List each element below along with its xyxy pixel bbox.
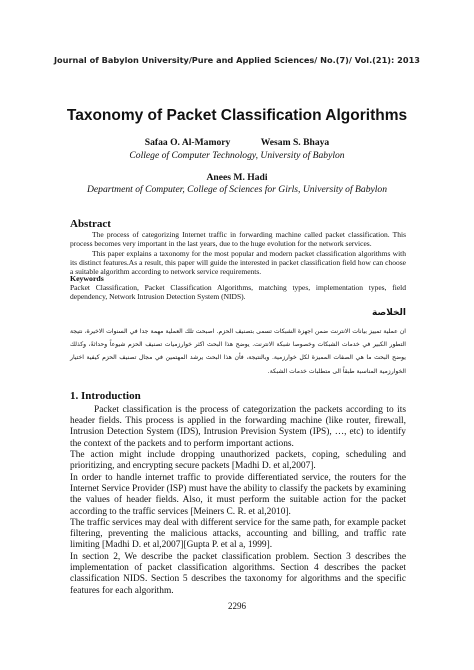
intro-paragraph-2: The action might include dropping unauthorized packets, coping, scheduling and prioritizing, and encrypting secure packets [Madhi D. et al,2007]. — [70, 450, 406, 472]
keywords-text: Packet Classification, Packet Classification Algorithms, matching types, implementation types, field dependency, Network Intrusion Detection System (NIDS). — [70, 283, 406, 302]
author-2: Wesam S. Bhaya — [260, 137, 330, 148]
intro-paragraph-3: In order to handle internet traffic to provide differentiated service, the routers for the Internet Service Provider (ISP) must have the ability to classify the packets by examining the values of header fields. Also, it must perform the suitable action for the packet according to the traffic services [Meiners C. R. et al,2010]. — [70, 473, 406, 517]
arabic-abstract-text: ان عملية تمييز بيانات الانترنت ضمن اجهزة الشبكات تسمى بتصنيف الحزم. اصبحت تلك العملية مهمة جدا في السنوات الاخيرة، نتيجة التطور الكبير في خدمات الشبكات وخصوصا شبكة الانترنت. يوضح هذا البحث اكثر خوارزميات تصنيف الحزم شيوعاً وحداثةً، وكذلك يوضح البحث ما هي الصفات المميزة لكل خوارزمية. وبالنتيجة، فأن هذا البحث يرشد المهتمين في مجال تصنيف الحزم كيفية اختيار الخوارزمية المناسبة طبقاً الى متطلبات خدمات الشبكة. — [70, 328, 406, 375]
intro-paragraph-1: Packet classification is the process of categorization the packets according to its header fields. This process is applied in the forwarding machine (like router, firewall, Intrusion Detection System (IDS), Intrusion Prevision System (IPS), …, etc) to identify the context of the packets and to perform important actions. — [70, 405, 406, 449]
journal-header: Journal of Babylon University/Pure and Applied Sciences/ No.(7)/ Vol.(21): 2013 — [54, 55, 420, 65]
intro-paragraph-4: The traffic services may deal with different service for the same path, for example packet filtering, preventing the malicious attacks, accounting and billing, and traffic rate limiting [Madhi D. et al,2007][Gupta P. et al a, 1999]. — [70, 518, 406, 551]
intro-paragraph-5: In section 2, We describe the packet classification problem. Section 3 describes the implementation of packet classification algorithms. Section 4 describes the packet classification NIDS. Section 5 describes the taxonomy for algorithms and the specific features for each algorithm. — [70, 552, 406, 596]
abstract-paragraph-2: This paper explains a taxonomy for the most popular and modern packet classification algorithms with its distinct features.As a result, this paper will guide the interested in packet classification field how can choose a suitable algorithm according to network service requirements. — [70, 249, 406, 277]
authors-row — [0, 137, 474, 148]
abstract-paragraph-1: The process of categorizing Internet traffic in forwarding machine called packet classification. This process becomes very important in the last years, due to the huge evolution for the network services. — [70, 230, 406, 249]
affiliation-1: College of Computer Technology, University of Babylon — [129, 150, 345, 161]
arabic-abstract-heading: الخلاصة — [372, 308, 406, 318]
abstract-heading: Abstract — [70, 218, 111, 230]
affiliation-2: Department of Computer, College of Sciences for Girls, University of Babylon — [86, 184, 388, 195]
page-number: 2296 — [228, 601, 246, 611]
keywords-heading: Keywords — [70, 274, 104, 283]
author-1: Safaa O. Al-Mamory — [144, 137, 231, 148]
paper-title: Taxonomy of Packet Classification Algorithms — [66, 107, 408, 124]
author-3: Anees M. Hadi — [206, 172, 268, 183]
introduction-heading: 1. Introduction — [70, 390, 141, 402]
